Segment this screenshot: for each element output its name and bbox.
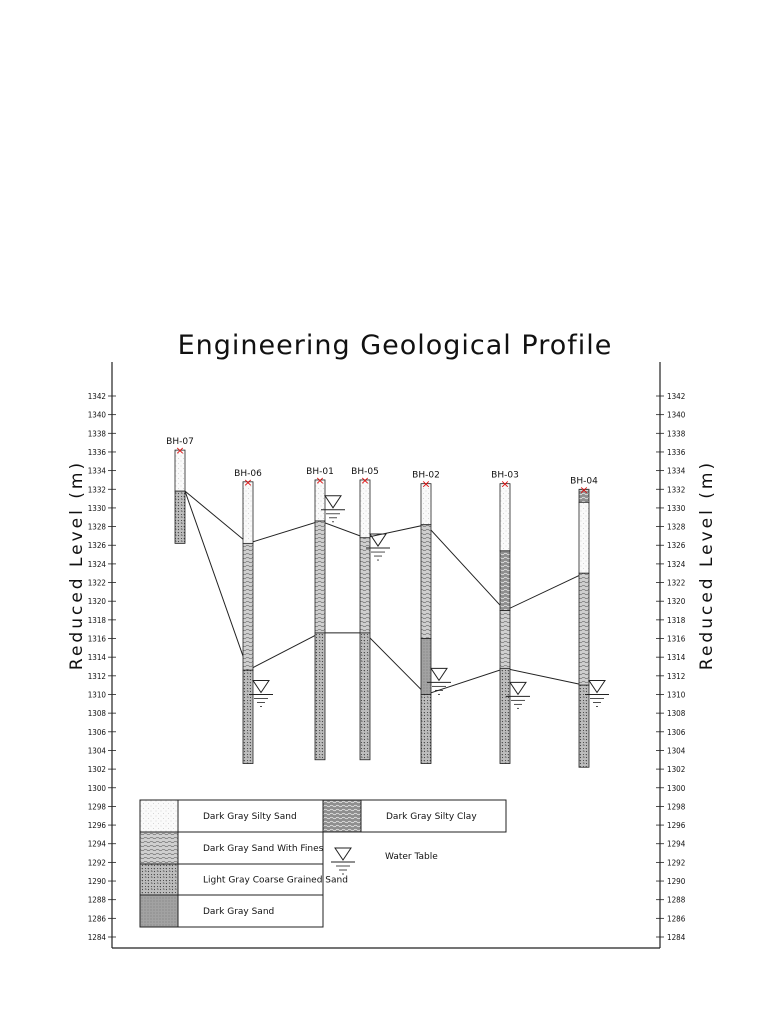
borehole-bh-03 [491,471,530,764]
tick-label-right: 1298 [667,802,686,812]
legend-swatch-silty_sand [140,800,178,832]
layer-silty_sand [500,484,510,551]
layer-coarse_sand [175,491,185,543]
tick-label-left: 1298 [87,802,106,812]
borehole-top-marker: × [243,475,253,489]
left-axis-label: Reduced Level (m) [67,459,87,671]
layer-silty_clay [500,551,510,611]
tick-label-right: 1312 [667,671,686,681]
borehole-top-marker: × [421,477,431,491]
tick-label-right: 1338 [667,429,686,439]
tick-label-left: 1332 [87,485,106,495]
borehole-top-marker: × [315,473,325,487]
tick-label-left: 1288 [87,895,106,905]
tick-label-right: 1284 [667,933,686,942]
tick-label-left: 1308 [87,709,106,719]
layer-coarse_sand [421,694,431,763]
tick-label-left: 1334 [87,466,106,476]
legend-swatch-coarse_sand [140,864,178,895]
tick-label-left: 1328 [87,522,106,532]
layer-coarse_sand [360,633,370,760]
tick-label-left: 1318 [87,615,106,625]
borehole-label: BH-02 [412,470,440,481]
tick-label-right: 1342 [667,392,686,401]
layer-coarse_sand [579,685,589,767]
tick-label-left: 1292 [87,858,106,868]
profile-title: Engineering Geological Profile [177,330,613,361]
layer-silty_sand [243,482,253,544]
tick-label-right: 1288 [667,895,686,905]
tick-label-right: 1326 [667,541,686,551]
borehole-label: BH-04 [570,476,598,487]
tick-label-right: 1300 [667,783,686,793]
tick-label-right: 1314 [667,653,686,663]
tick-label-right: 1302 [667,765,686,775]
tick-label-right: 1308 [667,709,686,719]
tick-label-right: 1324 [667,559,686,569]
tick-label-left: 1304 [87,746,106,756]
borehole-label: BH-01 [306,466,334,477]
borehole-bh-02 [412,471,451,764]
tick-label-left: 1310 [87,690,106,700]
layer-sand_fines [360,538,370,633]
right-axis-label: Reduced Level (m) [697,459,717,671]
borehole-bh-06 [234,469,273,764]
legend-label: Light Gray Coarse Grained Sand [203,875,348,886]
tick-label-left: 1300 [87,783,106,793]
borehole-bh-07 [166,437,194,543]
layer-coarse_sand [315,633,325,760]
tick-label-left: 1306 [87,727,106,737]
tick-label-right: 1310 [667,690,686,700]
legend-label: Dark Gray Sand With Fines [203,844,324,854]
tick-label-left: 1320 [87,597,106,607]
borehole-bh-04 [570,476,609,767]
tick-label-right: 1294 [667,839,686,849]
tick-label-left: 1286 [87,914,106,924]
layer-sand_fines [243,543,253,670]
borehole-label: BH-05 [351,466,379,477]
tick-label-left: 1342 [87,392,106,401]
borehole-top-marker: × [175,444,185,458]
layer-coarse_sand [500,668,510,763]
tick-label-left: 1338 [87,429,106,439]
legend-label: Water Table [385,852,438,862]
tick-label-left: 1284 [87,933,106,942]
tick-label-left: 1322 [87,578,106,588]
tick-label-right: 1336 [667,447,686,457]
legend-label: Dark Gray Sand [203,907,275,917]
layer-sand_fines [500,611,510,669]
tick-label-left: 1340 [87,410,106,420]
tick-label-left: 1314 [87,653,106,663]
tick-label-left: 1326 [87,541,106,551]
tick-label-right: 1328 [667,522,686,532]
tick-label-left: 1294 [87,839,106,849]
layer-sand_fines [421,525,431,639]
tick-label-left: 1316 [87,634,106,644]
tick-label-right: 1320 [667,597,686,607]
borehole-label: BH-03 [491,470,519,481]
tick-label-right: 1304 [667,746,686,756]
tick-label-right: 1286 [667,914,686,924]
tick-label-right: 1340 [667,410,686,420]
legend-swatch-silty_clay [323,800,361,832]
tick-label-left: 1290 [87,877,106,887]
legend-swatch-dark_sand [140,895,178,927]
layer-sand_fines [579,573,589,685]
layer-coarse_sand [243,670,253,763]
tick-label-left: 1302 [87,765,106,775]
boreholes-group [166,437,609,767]
borehole-bh-05 [351,467,390,760]
tick-label-right: 1292 [667,858,686,868]
legend [140,800,506,927]
borehole-top-marker: × [360,473,370,487]
layer-dark_sand [421,639,431,695]
tick-label-left: 1324 [87,559,106,569]
tick-label-right: 1318 [667,615,686,625]
tick-label-right: 1322 [667,578,686,588]
borehole-bh-01 [306,467,345,760]
tick-label-right: 1306 [667,727,686,737]
borehole-label: BH-07 [166,437,194,448]
tick-label-right: 1290 [667,877,686,887]
tick-label-left: 1296 [87,821,106,831]
tick-label-right: 1330 [667,503,686,513]
tick-label-right: 1316 [667,634,686,644]
borehole-label: BH-06 [234,468,262,479]
layer-sand_fines [315,521,325,633]
legend-swatch-sand_fines [140,832,178,864]
legend-label: Dark Gray Silty Clay [386,812,477,822]
layer-silty_sand [579,502,589,573]
tick-label-right: 1296 [667,821,686,831]
legend-water-table-icon [331,848,355,874]
legend-label: Dark Gray Silty Sand [203,812,297,822]
layer-silty_sand [360,480,370,538]
tick-label-left: 1312 [87,671,106,681]
tick-label-left: 1336 [87,447,106,457]
tick-label-right: 1334 [667,466,686,476]
borehole-top-marker: × [500,477,510,491]
borehole-top-marker: × [579,483,589,497]
tick-label-left: 1330 [87,503,106,513]
tick-label-right: 1332 [667,485,686,495]
